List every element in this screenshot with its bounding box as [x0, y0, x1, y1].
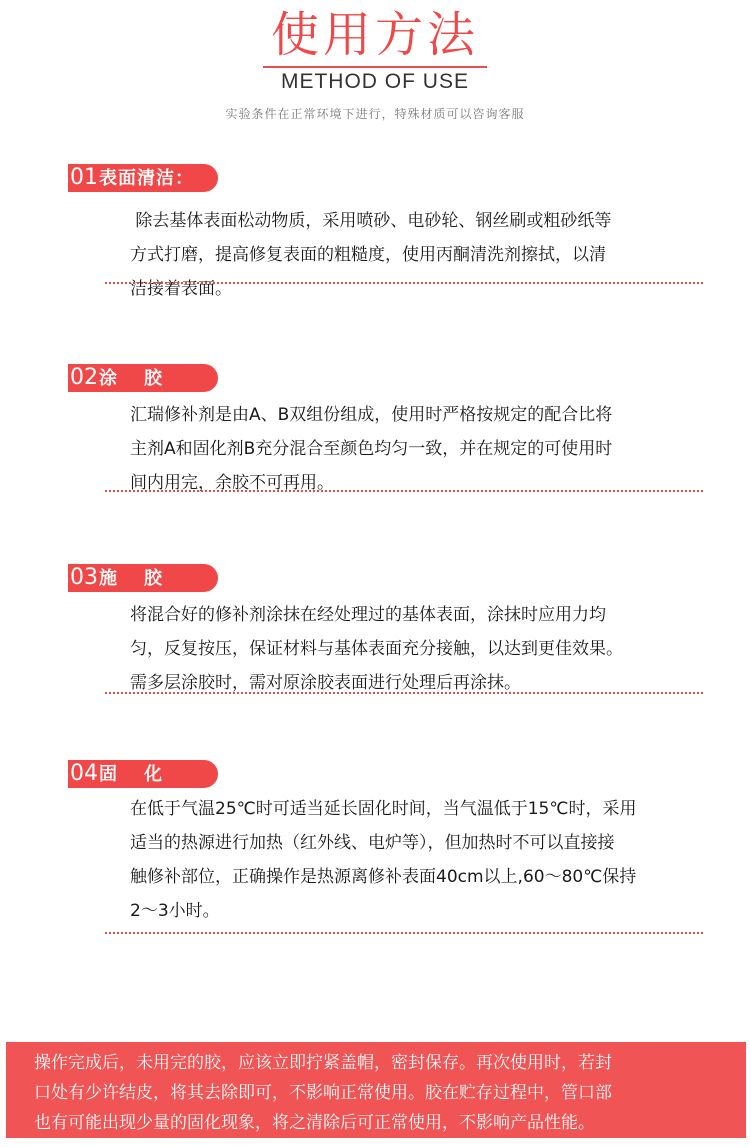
step-name-first: 固 [99, 764, 118, 785]
step-description [130, 204, 716, 306]
step-name-first: 施 [99, 568, 118, 589]
step-name-first: 涂 [99, 368, 118, 389]
notice-line: 也有可能出现少量的固化现象，将之清除后可正常使用，不影响产品性能。 [34, 1113, 595, 1133]
step-line: 除去基体表面松动物质，采用喷砂、电砂轮、钢丝刷或粗砂纸等 [130, 211, 612, 231]
step-description [130, 792, 716, 928]
notice-line: 口处有少许结皮，将其去除即可，不影响正常使用。胶在贮存过程中，管口部 [34, 1083, 612, 1103]
step-line: 需多层涂胶时，需对原涂胶表面进行处理后再涂抹。 [130, 673, 521, 693]
step-number: 02 [70, 365, 98, 390]
step-line: 汇瑞修补剂是由A、B双组份组成，使用时严格按规定的配合比将 [130, 405, 613, 425]
step-line: 在低于气温25℃时可适当延长固化时间，当气温低于15℃时，采用 [130, 799, 637, 819]
dotted-divider [105, 282, 703, 284]
step-line: 将混合好的修补剂涂抹在经处理过的基体表面，涂抹时应用力均 [130, 605, 606, 625]
step-number: 04 [70, 761, 98, 786]
dotted-divider [105, 932, 703, 934]
notice-line: 操作完成后，未用完的胶，应该立即拧紧盖帽，密封保存。再次使用时，若封 [34, 1053, 612, 1073]
page-header [0, 0, 750, 130]
page-title: 使用方法 [270, 7, 479, 63]
step-name-second: 胶 [144, 368, 163, 389]
step-number: 03 [70, 565, 98, 590]
step-description [130, 398, 716, 500]
step-label [68, 564, 218, 592]
step-label [68, 364, 218, 392]
dotted-divider [105, 692, 703, 694]
step-line: 适当的热源进行加热（红外线、电炉等），但加热时不可以直接接 [130, 833, 615, 853]
dotted-divider [105, 490, 703, 492]
step-name-second: 胶 [144, 568, 163, 589]
step-line: 洁接着表面。 [130, 279, 232, 299]
page-note: 实验条件在正常环境下进行，特殊材质可以咨询客服 [225, 107, 525, 121]
step-line: 方式打磨，提高修复表面的粗糙度，使用丙酮清洗剂擦拭，以清 [130, 245, 606, 265]
step-line: 匀，反复按压，保证材料与基体表面充分接触，以达到更佳效果。 [130, 639, 623, 659]
step-number: 01 [70, 165, 98, 190]
step-label [68, 760, 218, 788]
step-label [68, 164, 218, 192]
step-name-second: 化 [144, 764, 163, 785]
step-description [130, 598, 716, 700]
step-line: 2～3小时。 [130, 901, 220, 921]
step-line: 主剂A和固化剂B充分混合至颜色均匀一致，并在规定的可使用时 [130, 439, 613, 459]
step-line: 间内用完，余胶不可再用。 [130, 473, 334, 493]
storage-notice [6, 1042, 746, 1138]
step-line: 触修补部位，正确操作是热源离修补表面40cm以上,60～80℃保持 [130, 867, 637, 887]
step-name: 表面清洁： [99, 168, 194, 189]
page-subtitle: METHOD OF USE [280, 70, 469, 93]
